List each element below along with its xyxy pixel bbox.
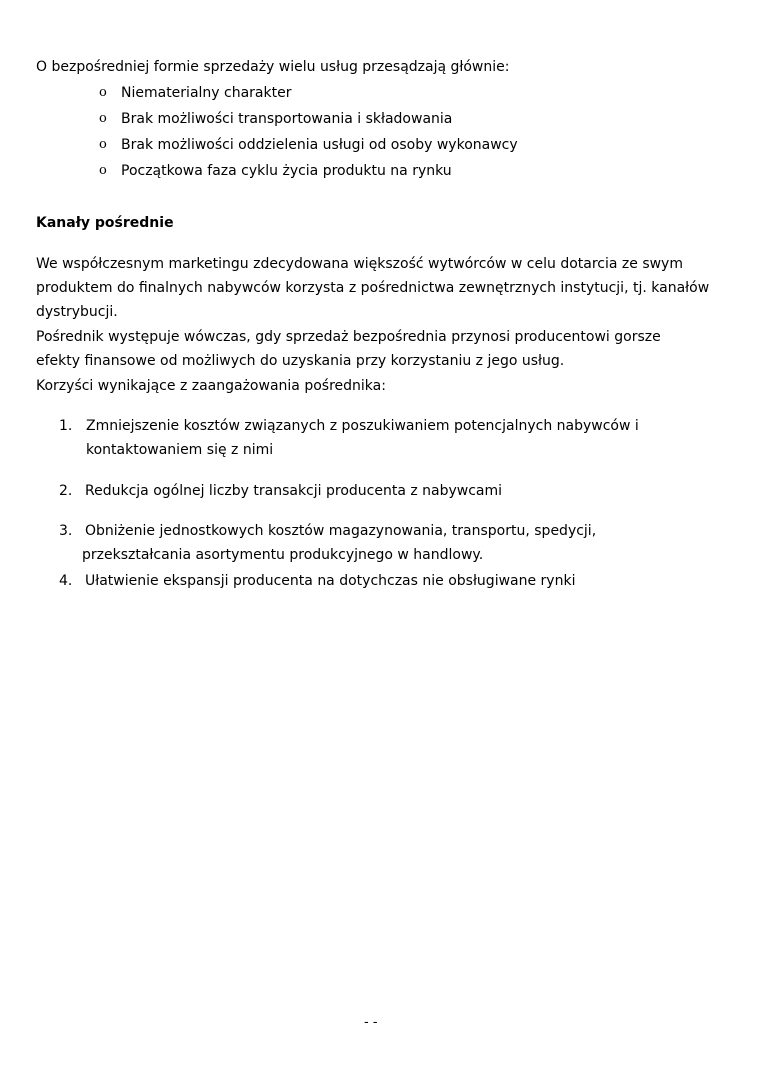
section-heading: Kanały pośrednie xyxy=(36,215,174,231)
bullet-text: Niematerialny charakter xyxy=(121,85,292,101)
bullet-text: Brak możliwości transportowania i składowania xyxy=(121,111,453,127)
list-item-text: przekształcania asortymentu produkcyjnego w handlowy. xyxy=(82,547,484,563)
paragraph-line: dystrybucji. xyxy=(36,304,118,320)
list-item-text: Obniżenie jednostkowych kosztów magazynowania, transportu, spedycji, xyxy=(85,523,597,539)
bullet-marker: o xyxy=(99,85,107,100)
list-number: 3. xyxy=(59,523,73,539)
list-item-text: Redukcja ogólnej liczby transakcji producenta z nabywcami xyxy=(85,483,503,499)
bullet-text: Brak możliwości oddzielenia usługi od osoby wykonawcy xyxy=(121,137,518,153)
paragraph-line: efekty finansowe od możliwych do uzyskania przy korzystaniu z jego usług. xyxy=(36,353,565,369)
paragraph-line: produktem do finalnych nabywców korzysta z pośrednictwa zewnętrznych instytucji, tj. kanałów xyxy=(36,280,710,296)
bullet-marker: o xyxy=(99,111,107,126)
list-item-text: Zmniejszenie kosztów związanych z poszukiwaniem potencjalnych nabywców i xyxy=(86,418,639,434)
list-number: 1. xyxy=(59,418,73,434)
bullet-marker: o xyxy=(99,137,107,152)
paragraph-line: Korzyści wynikające z zaangażowania pośrednika: xyxy=(36,378,386,394)
page-footer-marker: - - xyxy=(364,1015,378,1030)
intro-lead: O bezpośredniej formie sprzedaży wielu usług przesądzają głównie: xyxy=(36,59,510,75)
list-number: 4. xyxy=(59,573,73,589)
paragraph-line: We współczesnym marketingu zdecydowana większość wytwórców w celu dotarcia ze swym xyxy=(36,256,683,272)
list-item-text: Ułatwienie ekspansji producenta na dotychczas nie obsługiwane rynki xyxy=(85,573,576,589)
list-number: 2. xyxy=(59,483,73,499)
bullet-marker: o xyxy=(99,163,107,178)
bullet-text: Początkowa faza cyklu życia produktu na rynku xyxy=(121,163,452,179)
paragraph-line: Pośrednik występuje wówczas, gdy sprzedaż bezpośrednia przynosi producentowi gorsze xyxy=(36,329,661,345)
list-item-text: kontaktowaniem się z nimi xyxy=(86,442,274,458)
